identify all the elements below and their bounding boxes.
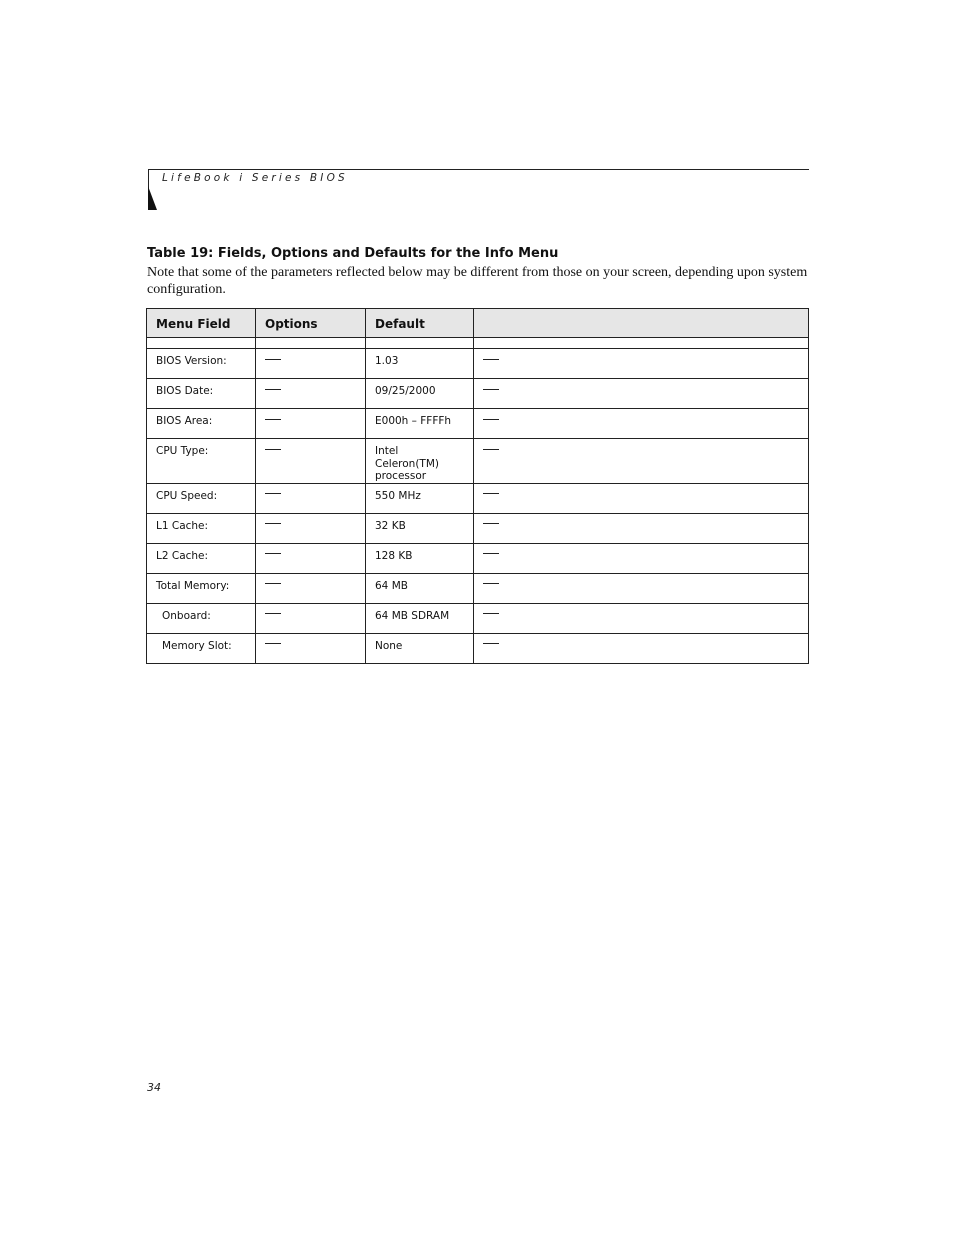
cell-default: 64 MB SDRAM [366, 603, 474, 633]
dash-rule [265, 389, 281, 390]
cell-menu-field: BIOS Area: [147, 409, 256, 439]
dash-rule [265, 553, 281, 554]
dash-rule [483, 553, 499, 554]
cell-menu-field [147, 633, 256, 663]
table-row [147, 379, 809, 409]
cell-options [256, 543, 366, 573]
table-row [147, 483, 809, 513]
table-row [147, 573, 809, 603]
column-header-default: Default [366, 309, 474, 338]
dash-rule [265, 613, 281, 614]
cell-default: 128 KB [366, 543, 474, 573]
cell-options [256, 349, 366, 379]
dash-rule [265, 493, 281, 494]
header-separator-row [147, 338, 809, 349]
table-row [147, 513, 809, 543]
cell-default: 1.03 [366, 349, 474, 379]
info-menu-table [146, 308, 809, 664]
table-row [147, 543, 809, 573]
dash-rule [483, 359, 499, 360]
cell-description [474, 543, 809, 573]
dash-rule [265, 419, 281, 420]
cell-description [474, 439, 809, 484]
dash-rule [483, 643, 499, 644]
cell-options [256, 409, 366, 439]
table-row [147, 633, 809, 663]
running-head: LifeBook i Series BIOS [162, 172, 348, 184]
cell-default: 09/25/2000 [366, 379, 474, 409]
dash-rule [265, 583, 281, 584]
cell-description [474, 409, 809, 439]
indented-field-label: Memory Slot: [162, 639, 232, 652]
cell-options [256, 633, 366, 663]
column-header-options: Options [256, 309, 366, 338]
dash-rule [483, 419, 499, 420]
header-tab-marker [148, 186, 157, 210]
table-row [147, 603, 809, 633]
cell-options [256, 379, 366, 409]
dash-rule [265, 643, 281, 644]
cell-menu-field [147, 603, 256, 633]
cell-menu-field: L1 Cache: [147, 513, 256, 543]
cell-menu-field: Total Memory: [147, 573, 256, 603]
cell-options [256, 603, 366, 633]
dash-rule [265, 449, 281, 450]
table-row [147, 349, 809, 379]
table-row [147, 439, 809, 484]
cell-options [256, 573, 366, 603]
header-rule [148, 169, 809, 170]
dash-rule [265, 523, 281, 524]
table-note: Note that some of the parameters reflected below may be different from those on your screen, depending upon system configuration. [147, 265, 808, 297]
indented-field-label: Onboard: [162, 609, 211, 622]
cell-menu-field: L2 Cache: [147, 543, 256, 573]
dash-rule [265, 359, 281, 360]
cell-description [474, 349, 809, 379]
cell-default: 32 KB [366, 513, 474, 543]
cell-default: None [366, 633, 474, 663]
page-number: 34 [147, 1081, 161, 1094]
column-header-menu-field: Menu Field [147, 309, 256, 338]
dash-rule [483, 493, 499, 494]
cell-menu-field: BIOS Version: [147, 349, 256, 379]
dash-rule [483, 613, 499, 614]
cell-menu-field: BIOS Date: [147, 379, 256, 409]
cell-menu-field: CPU Speed: [147, 483, 256, 513]
cell-default: E000h – FFFFh [366, 409, 474, 439]
table-title: Table 19: Fields, Options and Defaults for the Info Menu [147, 246, 559, 261]
cell-default: Intel Celeron(TM) processor [366, 439, 474, 484]
cell-description [474, 379, 809, 409]
cell-description [474, 573, 809, 603]
cell-menu-field: CPU Type: [147, 439, 256, 484]
cell-description [474, 633, 809, 663]
dash-rule [483, 523, 499, 524]
cell-description [474, 483, 809, 513]
cell-default: 64 MB [366, 573, 474, 603]
cell-options [256, 439, 366, 484]
cell-description [474, 513, 809, 543]
cell-options [256, 483, 366, 513]
table-header-row [147, 309, 809, 338]
cell-default: 550 MHz [366, 483, 474, 513]
dash-rule [483, 449, 499, 450]
dash-rule [483, 583, 499, 584]
dash-rule [483, 389, 499, 390]
column-header-description [474, 309, 809, 338]
cell-description [474, 603, 809, 633]
table-row [147, 409, 809, 439]
cell-options [256, 513, 366, 543]
